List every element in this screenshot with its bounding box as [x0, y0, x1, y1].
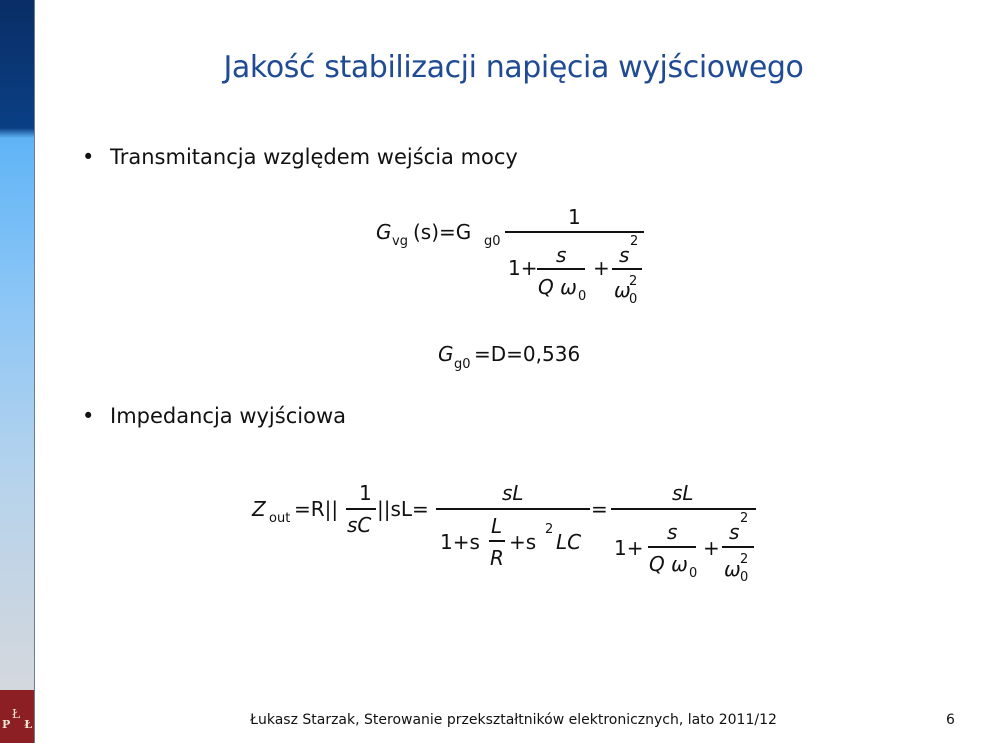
eq-gvg-s: s [556, 243, 567, 267]
eq-gvg-inner-bar [537, 268, 585, 270]
sidebar-gradient [0, 0, 34, 743]
eq-zout-one: 1 [359, 481, 372, 505]
eq-gvg-s2-exp: 2 [630, 234, 639, 249]
eq-zout-num1: sL [502, 481, 524, 505]
eq-gvg-num: 1 [568, 205, 581, 229]
page-number: 6 [946, 712, 955, 728]
eq-gvg-arg: (s)=G [413, 220, 472, 244]
eq-zout-den2-zero: 0 [689, 566, 698, 581]
eq-zout-den1-r: R [490, 546, 504, 570]
eq-gvg-s2: s [619, 243, 630, 267]
eq-gvg-den-one: 1+ [508, 256, 538, 280]
eq-zout-bar2 [611, 508, 756, 510]
bullet-text: Impedancja wyjściowa [110, 404, 346, 428]
sidebar-divider [34, 0, 35, 743]
eq-zout-den2-s2: s [729, 520, 740, 544]
eq-zout-den2-s: s [667, 520, 678, 544]
eq-zout-den2-q: Q ω [649, 552, 688, 576]
eq-gvg-omega-sub: 0 [578, 289, 587, 304]
eq-zout-den2-inner-bar [648, 546, 696, 548]
slide-title: Jakość stabilizacji napięcia wyjściowego [223, 50, 804, 85]
eq-zout-sub: out [269, 511, 291, 526]
eq-gvg-plus: + [593, 256, 610, 280]
eq-zout-sc-bar [346, 508, 376, 510]
bullet-text: Transmitancja względem wejścia mocy [110, 145, 518, 169]
eq-zout-lr-bar [489, 540, 505, 542]
bullet-marker: • [82, 404, 95, 428]
bullet-item-transmittance [82, 145, 518, 169]
eq-zout-sl: ||sL= [377, 497, 429, 521]
eq-zout-den1b: +s [509, 530, 537, 554]
eq-gg0-g: G [438, 342, 454, 366]
bullet-item-impedance [82, 404, 346, 428]
eq-gvg-lhs-sub: vg [392, 234, 408, 249]
eq-zout-den1c: LC [556, 530, 582, 554]
eq-zout-den1a: 1+s [440, 530, 480, 554]
eq-zout-den2-s2-exp: 2 [740, 511, 749, 526]
slide-footer: Łukasz Starzak, Sterowanie przekształtników elektronicznych, lato 2011/12 [250, 712, 777, 728]
logo-letter-right: Ł [24, 718, 32, 731]
eq-zout-den1-exp: 2 [545, 522, 554, 537]
eq-gvg-q-omega: Q ω [538, 275, 577, 299]
eq-gg0-sub: g0 [454, 357, 471, 372]
eq-zout-den2-omega: ω [724, 557, 741, 581]
eq-zout-den2-omega-sub: 0 [740, 570, 749, 585]
eq-gvg-omega-sub2: 0 [629, 292, 638, 307]
eq-zout-bar1 [436, 508, 590, 510]
eq-zout-num2: sL [672, 481, 694, 505]
eq-zout-den1-l: L [491, 514, 503, 538]
eq-gvg-inner-bar2 [612, 268, 642, 270]
eq-zout-den2-inner-bar2 [722, 546, 754, 548]
eq-zout-den2-omega-exp: 2 [740, 552, 749, 567]
university-logo [0, 690, 34, 743]
logo-letter-left: P [2, 718, 11, 731]
eq-zout-sc: sC [347, 513, 372, 537]
logo-emblem: Ł [12, 707, 21, 721]
eq-zout-den2-one: 1+ [614, 536, 644, 560]
eq-zout-eq: = [591, 497, 608, 521]
eq-gvg-omega: ω [614, 278, 631, 302]
eq-gvg-arg-sub: g0 [484, 234, 501, 249]
eq-gvg-lhs: G [376, 220, 392, 244]
eq-zout-r: =R|| [294, 497, 339, 521]
eq-gvg-fraction-bar [505, 231, 644, 233]
bullet-marker: • [82, 145, 95, 169]
eq-zout-z: Z [252, 497, 266, 521]
eq-zout-den2-plus: + [703, 536, 720, 560]
eq-gg0-rest: =D=0,536 [474, 342, 581, 366]
eq-gvg-omega-exp: 2 [629, 274, 638, 289]
